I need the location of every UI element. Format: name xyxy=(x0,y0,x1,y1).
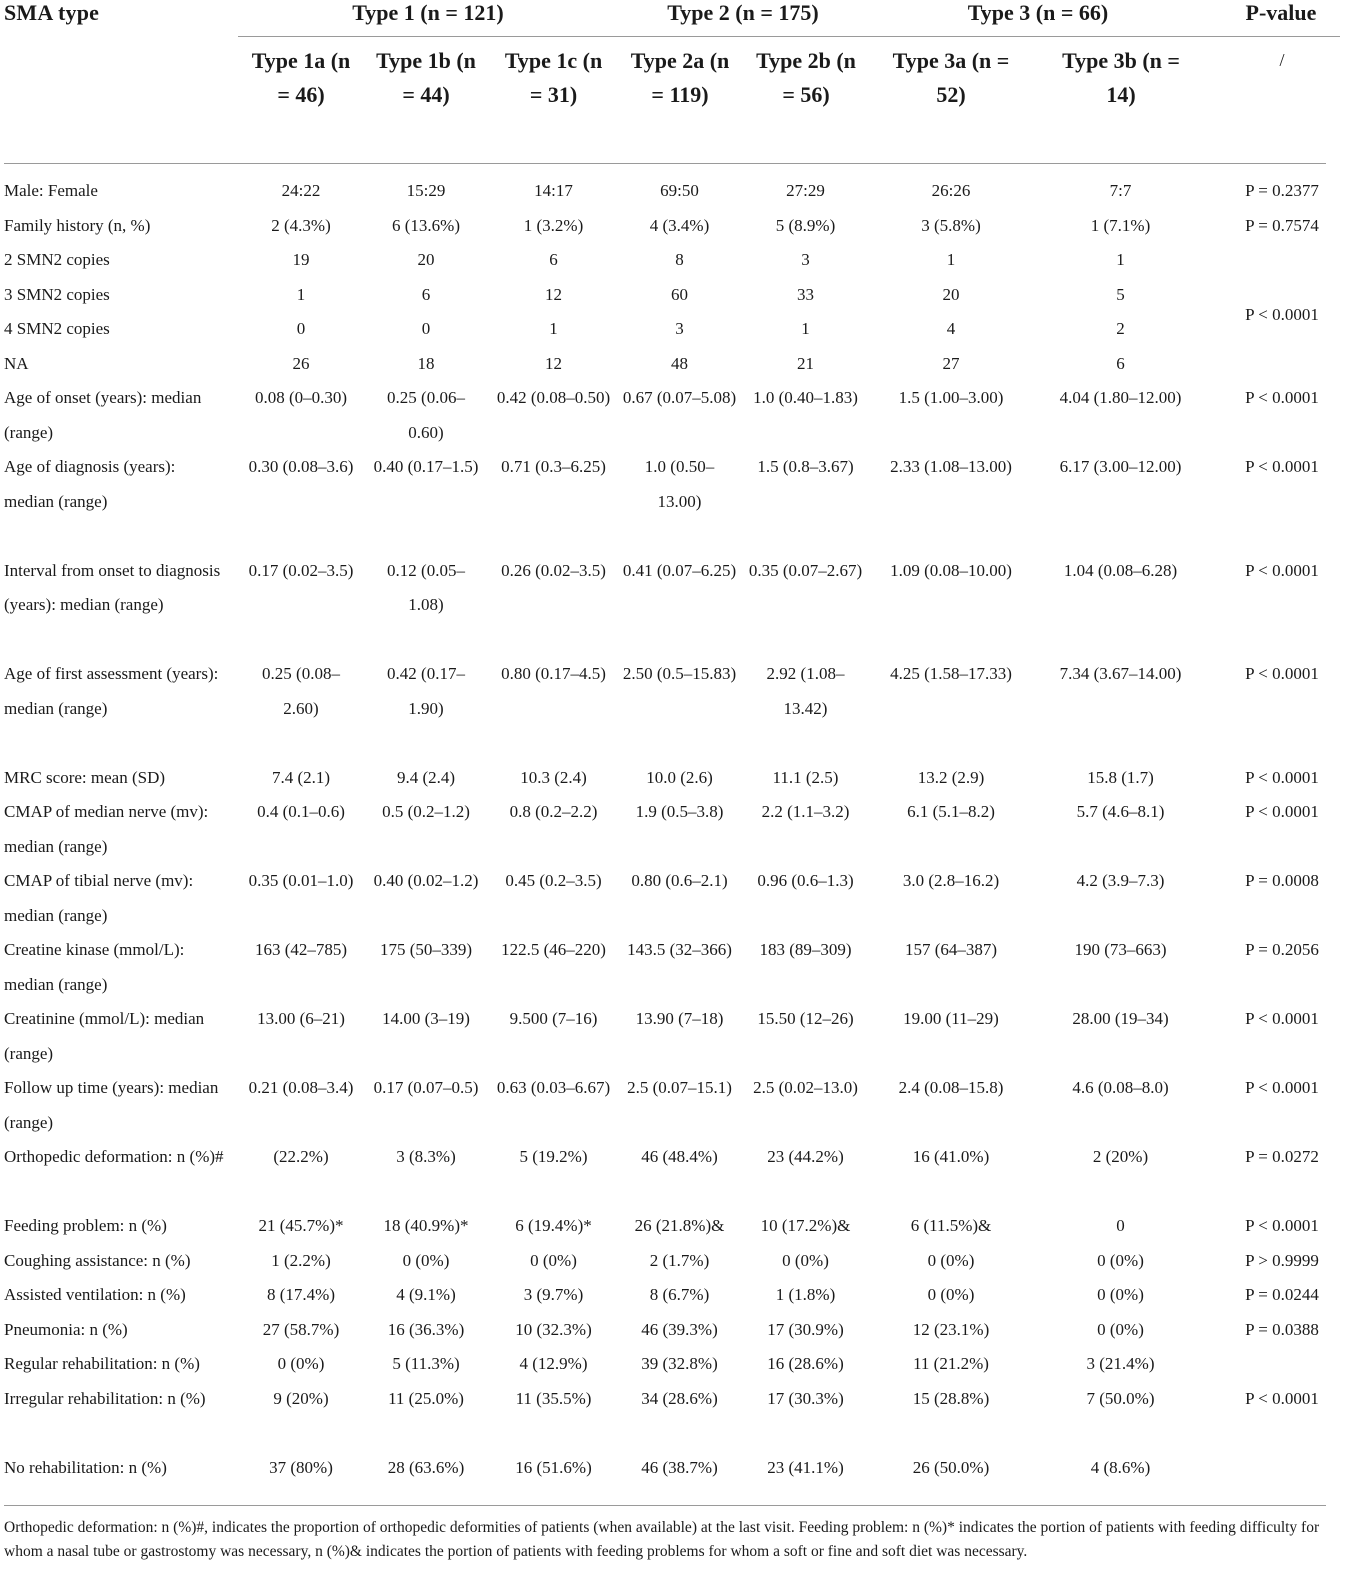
table-cell: 28 (63.6%) xyxy=(387,1457,465,1477)
header-divider xyxy=(238,36,1340,37)
subheader-type1c: Type 1c (n = 31) xyxy=(504,48,603,107)
table-cell: 0 (0%) xyxy=(1097,1285,1144,1304)
table-cell: 6 xyxy=(421,284,431,304)
table-cell: 5.7 (4.6–8.1) xyxy=(1076,802,1165,821)
table-cell: 16 (51.6%) xyxy=(515,1457,592,1477)
p-value-cell: P = 0.7574 xyxy=(1245,215,1319,235)
table-cell: 0.45 (0.2–3.5) xyxy=(505,871,602,890)
table-cell: 8 xyxy=(675,250,684,269)
table-cell: 12 (23.1%) xyxy=(912,1319,990,1339)
table-cell: 0.26 (0.02–3.5) xyxy=(501,560,606,580)
table-cell: 0.25 (0.08–2.60) xyxy=(262,664,340,718)
subheader-type3a: Type 3a (n = 52) xyxy=(892,48,1010,107)
table-row xyxy=(0,554,1348,658)
table-cell: 6 (13.6%) xyxy=(392,215,460,235)
p-value-cell: P < 0.0001 xyxy=(1245,767,1319,787)
table-cell: 5 xyxy=(1116,284,1125,304)
row-label: Follow up time (years): median (range) xyxy=(4,1078,219,1132)
row-label: Irregular rehabilitation: n (%) xyxy=(4,1388,206,1408)
table-cell: 0 xyxy=(296,319,306,338)
table-cell: 16 (36.3%) xyxy=(387,1319,465,1339)
row-label: No rehabilitation: n (%) xyxy=(4,1457,167,1477)
p-value-cell: P < 0.0001 xyxy=(1245,1078,1319,1097)
table-cell: 37 (80%) xyxy=(269,1457,333,1477)
table-cell: 0.42 (0.17–1.90) xyxy=(387,664,465,718)
table-cell: 3 (21.4%) xyxy=(1086,1354,1155,1373)
table-row xyxy=(0,1209,1348,1244)
table-cell: 21 xyxy=(797,353,814,373)
table-cell: 1.0 (0.40–1.83) xyxy=(753,388,858,407)
table-cell: 1 xyxy=(1116,250,1125,269)
table-cell: 17 (30.9%) xyxy=(767,1319,844,1339)
table-cell: 0.71 (0.3–6.25) xyxy=(501,457,606,476)
p-value-header: P-value xyxy=(1245,0,1317,25)
table-cell: 2.33 (1.08–13.00) xyxy=(890,457,1012,476)
table-cell: 0.63 (0.03–6.67) xyxy=(496,1078,611,1097)
p-value-cell: P < 0.0001 xyxy=(1245,388,1319,407)
row-label: Interval from onset to diagnosis (years): median (range) xyxy=(4,560,221,614)
group-header-type1: Type 1 (n = 121) xyxy=(352,0,504,25)
table-cell: 46 (39.3%) xyxy=(641,1319,718,1339)
table-row xyxy=(0,1347,1348,1382)
table-cell: 0 (0%) xyxy=(277,1354,325,1373)
row-label: Creatinine (mmol/L): median (range) xyxy=(4,1009,205,1063)
table-cell: 14:17 xyxy=(534,181,573,200)
table-cell: 8 (17.4%) xyxy=(267,1285,335,1304)
table-cell: 33 xyxy=(797,284,814,304)
table-row xyxy=(0,381,1348,450)
table-cell: 175 (50–339) xyxy=(379,940,473,959)
table-cell: 0.96 (0.6–1.3) xyxy=(757,871,854,890)
table-cell: 15 (28.8%) xyxy=(912,1388,990,1408)
table-cell: 20 xyxy=(942,284,960,304)
row-label: NA xyxy=(4,353,29,373)
group-header-type3: Type 3 (n = 66) xyxy=(967,0,1109,25)
table-cell: 6 xyxy=(1116,353,1125,373)
table-row xyxy=(0,347,1348,382)
subheader-type2b: Type 2b (n = 56) xyxy=(756,48,856,107)
table-cell: 27 xyxy=(942,353,960,373)
row-label: Age of first assessment (years): median (range) xyxy=(4,664,219,718)
table-cell: 26 xyxy=(292,353,310,373)
table-cell: 163 (42–785) xyxy=(254,940,348,959)
table-cell: 12 xyxy=(545,284,562,304)
table-cell: 0 (0%) xyxy=(927,1250,975,1270)
table-cell: 39 (32.8%) xyxy=(641,1354,718,1373)
table-cell: 6 (19.4%)* xyxy=(515,1216,592,1235)
table-cell: 27:29 xyxy=(786,181,825,200)
table-cell: 20 xyxy=(417,250,435,269)
table-cell: 0.08 (0–0.30) xyxy=(254,388,348,407)
table-cell: 11 (25.0%) xyxy=(388,1388,464,1408)
table-cell: 4 (8.6%) xyxy=(1090,1457,1151,1477)
table-cell: 46 (38.7%) xyxy=(641,1457,718,1477)
footnote: Orthopedic deformation: n (%)#, indicates the proportion of orthopedic deformities of patients (when available) at the last visit. Feeding problem: n (%)* indicates the portion of patients with feeding difficulty for whom a nasal tube or gastrostomy was necessary, n (%)& indicates the portion of patients with feeding problems for whom a soft or fine and soft diet was necessary. xyxy=(4,1519,1320,1560)
table-row xyxy=(0,795,1348,864)
table-cell: 23 (41.1%) xyxy=(767,1457,844,1477)
table-cell: 4.6 (0.08–8.0) xyxy=(1072,1078,1169,1097)
table-row xyxy=(0,1451,1348,1486)
row-label: Age of diagnosis (years): median (range) xyxy=(4,457,176,511)
p-value-cell: P < 0.0001 xyxy=(1245,802,1319,821)
table-cell: 19.00 (11–29) xyxy=(903,1009,999,1028)
table-cell: 1 (2.2%) xyxy=(271,1250,331,1270)
row-label: 3 SMN2 copies xyxy=(4,284,110,304)
table-cell: 2 (20%) xyxy=(1092,1147,1149,1166)
table-cell: 1.09 (0.08–10.00) xyxy=(890,560,1012,580)
table-cell: 16 (41.0%) xyxy=(912,1147,990,1166)
table-row xyxy=(0,933,1348,1002)
p-value-cell: P < 0.0001 xyxy=(1245,1216,1319,1235)
table-cell: 18 xyxy=(417,353,435,373)
row-label: Creatine kinase (mmol/L): median (range) xyxy=(4,940,185,994)
table-row xyxy=(0,174,1348,209)
table-cell: 69:50 xyxy=(660,181,699,200)
table-cell: 0 (0%) xyxy=(927,1285,975,1304)
table-cell: 15.8 (1.7) xyxy=(1087,767,1154,787)
table-row xyxy=(0,1140,1348,1209)
table-cell: 0 (0%) xyxy=(402,1250,450,1270)
table-cell: 0.30 (0.08–3.6) xyxy=(248,457,354,476)
table-row xyxy=(0,1244,1348,1279)
table-cell: 9.4 (2.4) xyxy=(396,767,456,787)
table-cell: 4.25 (1.58–17.33) xyxy=(890,664,1012,683)
p-value-cell: P < 0.0001 xyxy=(1245,1009,1319,1028)
table-cell: 0.21 (0.08–3.4) xyxy=(248,1078,354,1097)
table-cell: 7:7 xyxy=(1109,181,1132,200)
table-cell: 3.0 (2.8–16.2) xyxy=(902,871,1000,890)
smn2-p-value: P < 0.0001 xyxy=(1245,305,1319,324)
p-value-cell: P = 0.0388 xyxy=(1245,1319,1319,1339)
table-cell: 1.5 (1.00–3.00) xyxy=(898,388,1004,407)
table-cell: 0.42 (0.08–0.50) xyxy=(496,388,611,407)
group-header-type2: Type 2 (n = 175) xyxy=(667,0,819,25)
table-cell: 4 (9.1%) xyxy=(396,1285,456,1304)
p-value-cell: P = 0.0008 xyxy=(1245,871,1319,890)
table-cell: 13.00 (6–21) xyxy=(257,1009,345,1028)
table-cell: 3 (8.3%) xyxy=(396,1147,456,1166)
table-cell: 6 (11.5%)& xyxy=(910,1216,992,1235)
table-cell: 19 xyxy=(292,250,310,269)
table-cell: 1 (3.2%) xyxy=(523,215,584,235)
table-cell: 0.40 (0.02–1.2) xyxy=(373,871,479,890)
p-value-cell: P < 0.0001 xyxy=(1245,457,1319,476)
table-cell: 2 (4.3%) xyxy=(271,215,331,235)
table-cell: 23 (44.2%) xyxy=(767,1147,844,1166)
table-cell: 0.8 (0.2–2.2) xyxy=(509,802,598,821)
table-row xyxy=(0,243,1348,278)
table-cell: 15:29 xyxy=(406,181,446,200)
subheader-type2a: Type 2a (n = 119) xyxy=(630,48,730,107)
row-label: Regular rehabilitation: n (%) xyxy=(4,1354,200,1373)
table-cell: 16 (28.6%) xyxy=(767,1354,844,1373)
table-cell: 5 (19.2%) xyxy=(519,1147,588,1166)
table-cell: 48 xyxy=(671,353,688,373)
table-cell: 7 (50.0%) xyxy=(1086,1388,1155,1408)
p-value-cell: P = 0.2377 xyxy=(1245,181,1319,200)
table-cell: 5 (11.3%) xyxy=(392,1354,460,1373)
row-label: Coughing assistance: n (%) xyxy=(4,1250,191,1270)
table-cell: 21 (45.7%)* xyxy=(258,1216,344,1235)
table-cell: 0.67 (0.07–5.08) xyxy=(622,388,737,407)
table-cell: 3 (5.8%) xyxy=(921,215,981,235)
subheader-type1a: Type 1a (n = 46) xyxy=(251,48,351,107)
table-row xyxy=(0,312,1348,347)
p-value-cell: P = 0.0244 xyxy=(1245,1285,1319,1304)
table-cell: 10.0 (2.6) xyxy=(646,767,713,787)
table-cell: 1 xyxy=(549,319,558,338)
table-cell: 0 xyxy=(421,319,431,338)
table-cell: 1 xyxy=(801,319,810,338)
table-cell: 2 xyxy=(1116,319,1125,338)
table-cell: 2.2 (1.1–3.2) xyxy=(761,802,850,821)
table-cell: 1 (1.8%) xyxy=(775,1285,836,1304)
table-cell: 27 (58.7%) xyxy=(262,1319,340,1339)
table-cell: 5 (8.9%) xyxy=(775,215,836,235)
table-cell: 10 (17.2%)& xyxy=(760,1216,851,1235)
table-cell: 11.1 (2.5) xyxy=(772,767,839,787)
table-cell: 0.80 (0.17–4.5) xyxy=(501,664,606,683)
table-row xyxy=(0,657,1348,761)
table-cell: 122.5 (46–220) xyxy=(501,940,606,959)
table-cell: 6.17 (3.00–12.00) xyxy=(1059,457,1182,476)
table-row xyxy=(0,1002,1348,1071)
p-value-cell: P < 0.0001 xyxy=(1245,664,1319,683)
table-cell: 1.5 (0.8–3.67) xyxy=(757,457,854,476)
table-cell: (22.2%) xyxy=(273,1147,329,1166)
row-label: Male: Female xyxy=(4,181,98,200)
table-cell: 0.4 (0.1–0.6) xyxy=(257,802,345,821)
table-cell: 6 xyxy=(549,250,558,269)
table-row xyxy=(0,209,1348,244)
table-row xyxy=(0,1382,1348,1451)
table-row xyxy=(0,864,1348,933)
table-cell: 0.35 (0.01–1.0) xyxy=(248,871,354,890)
table-cell: 4 (3.4%) xyxy=(649,215,710,235)
table-row xyxy=(0,761,1348,796)
table-cell: 34 (28.6%) xyxy=(641,1388,718,1408)
table-cell: 0 (0%) xyxy=(530,1250,577,1270)
row-label: Assisted ventilation: n (%) xyxy=(4,1285,186,1304)
table-row xyxy=(0,1071,1348,1140)
table-cell: 4.2 (3.9–7.3) xyxy=(1076,871,1165,890)
table-cell: 17 (30.3%) xyxy=(767,1388,844,1408)
table-cell: 1.04 (0.08–6.28) xyxy=(1063,560,1178,580)
table-row xyxy=(0,450,1348,554)
row-label: CMAP of tibial nerve (mv): median (range) xyxy=(4,871,194,925)
table-cell: 0 xyxy=(1116,1216,1125,1235)
table-cell: 1 xyxy=(946,250,956,269)
table-cell: 2 (1.7%) xyxy=(649,1250,710,1270)
table-cell: 7.34 (3.67–14.00) xyxy=(1059,664,1182,683)
table-cell: 2.5 (0.02–13.0) xyxy=(753,1078,858,1097)
table-cell: 157 (64–387) xyxy=(904,940,998,959)
table-cell: 0.40 (0.17–1.5) xyxy=(373,457,479,476)
table-cell: 0.17 (0.02–3.5) xyxy=(248,560,354,580)
table-cell: 3 xyxy=(675,319,684,338)
p-value-cell: P = 0.2056 xyxy=(1245,940,1319,959)
table-cell: 26 (21.8%)& xyxy=(634,1216,725,1235)
table-cell: 143.5 (32–366) xyxy=(627,940,732,959)
table-cell: 18 (40.9%)* xyxy=(383,1216,469,1235)
p-value-cell: P > 0.9999 xyxy=(1245,1250,1319,1270)
table-cell: 3 (9.7%) xyxy=(523,1285,584,1304)
table-cell: 0 (0%) xyxy=(1097,1319,1144,1339)
table-cell: 60 xyxy=(671,284,688,304)
table-cell: 14.00 (3–19) xyxy=(382,1009,470,1028)
table-cell: 1.9 (0.5–3.8) xyxy=(635,802,724,821)
row-label: Age of onset (years): median (range) xyxy=(4,388,202,442)
table-cell: 1.0 (0.50– 13.00) xyxy=(644,457,715,511)
table-cell: 24:22 xyxy=(281,181,321,200)
table-cell: 13.90 (7–18) xyxy=(635,1009,724,1028)
table-cell: 4.04 (1.80–12.00) xyxy=(1059,388,1182,407)
subheader-type3b: Type 3b (n = 14) xyxy=(1062,48,1180,107)
table-row xyxy=(0,278,1348,313)
table-cell: 46 (48.4%) xyxy=(641,1147,718,1166)
first-column-header: SMA type xyxy=(4,0,100,25)
table-cell: 0.80 (0.6–2.1) xyxy=(631,871,728,890)
table-cell: 26 (50.0%) xyxy=(912,1457,990,1477)
table-cell: 12 xyxy=(545,353,562,373)
table-cell: 3 xyxy=(801,250,810,269)
table-cell: 0.25 (0.06–0.60) xyxy=(387,388,465,442)
table-cell: 190 (73–663) xyxy=(1074,940,1167,959)
table-cell: 0.41 (0.07–6.25) xyxy=(622,560,737,580)
table-cell: 183 (89–309) xyxy=(759,940,852,959)
table-cell: 15.50 (12–26) xyxy=(757,1009,854,1028)
table-cell: 2.50 (0.5–15.83) xyxy=(622,664,737,683)
p-value-cell: P < 0.0001 xyxy=(1245,1388,1319,1408)
table-bottom-rule xyxy=(4,1505,1326,1506)
table-cell: 2.4 (0.08–15.8) xyxy=(898,1078,1004,1097)
table-cell: 7.4 (2.1) xyxy=(271,767,331,787)
table-cell: 1 xyxy=(296,284,306,304)
row-label: CMAP of median nerve (mv): median (range) xyxy=(4,802,209,856)
table-cell: 2.92 (1.08– 13.42) xyxy=(766,664,845,718)
table-cell: 9 (20%) xyxy=(273,1388,329,1408)
row-label: MRC score: mean (SD) xyxy=(4,767,166,787)
table-cell: 0.5 (0.2–1.2) xyxy=(382,802,470,821)
table-cell: 2.5 (0.07–15.1) xyxy=(627,1078,732,1097)
row-label: Orthopedic deformation: n (%)# xyxy=(4,1147,224,1166)
p-value-cell: P < 0.0001 xyxy=(1245,560,1319,580)
table-row xyxy=(0,1313,1348,1348)
table-cell: 13.2 (2.9) xyxy=(917,767,985,787)
row-label: Pneumonia: n (%) xyxy=(4,1319,128,1339)
subheader-type1b: Type 1b (n = 44) xyxy=(376,48,476,107)
table-cell: 0 (0%) xyxy=(1097,1250,1144,1270)
table-cell: 4 xyxy=(946,319,956,338)
table-cell: 8 (6.7%) xyxy=(649,1285,710,1304)
table-cell: 26:26 xyxy=(931,181,971,200)
table-cell: 10.3 (2.4) xyxy=(520,767,587,787)
table-cell: 4 (12.9%) xyxy=(519,1354,588,1373)
header-bottom-rule xyxy=(4,163,1326,164)
p-value-subheader: / xyxy=(1279,50,1285,70)
table-cell: 11 (21.2%) xyxy=(913,1354,989,1373)
table-row xyxy=(0,1278,1348,1313)
table-cell: 0.12 (0.05–1.08) xyxy=(387,560,465,614)
table-cell: 1 (7.1%) xyxy=(1090,215,1151,235)
row-label: 2 SMN2 copies xyxy=(4,250,110,269)
table-cell: 11 (35.5%) xyxy=(515,1388,592,1408)
table-cell: 28.00 (19–34) xyxy=(1072,1009,1169,1028)
table-cell: 0.35 (0.07–2.67) xyxy=(748,560,863,580)
p-value-cell: P = 0.0272 xyxy=(1245,1147,1319,1166)
table-cell: 10 (32.3%) xyxy=(515,1319,592,1339)
table-cell: 0 (0%) xyxy=(782,1250,829,1270)
row-label: Family history (n, %) xyxy=(4,215,151,235)
table-cell: 9.500 (7–16) xyxy=(509,1009,598,1028)
table-cell: 0.17 (0.07–0.5) xyxy=(373,1078,479,1097)
row-label: 4 SMN2 copies xyxy=(4,319,110,338)
row-label: Feeding problem: n (%) xyxy=(4,1216,167,1235)
table-cell: 6.1 (5.1–8.2) xyxy=(907,802,995,821)
